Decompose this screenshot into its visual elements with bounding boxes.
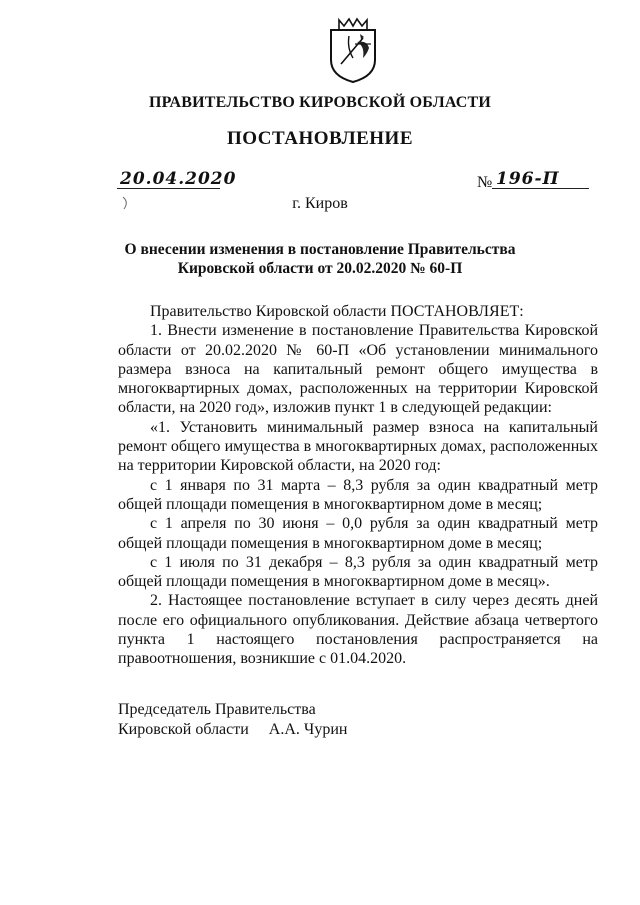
document-subject bbox=[0, 240, 640, 278]
preamble: Правительство Кировской области ПОСТАНОВЛЯЕТ: bbox=[150, 303, 524, 320]
document-date: 20.04.2020 bbox=[120, 169, 237, 189]
signature-block bbox=[118, 700, 347, 740]
city-label: г. Киров bbox=[292, 195, 348, 212]
coat-of-arms-icon bbox=[327, 14, 379, 84]
number-prefix: № bbox=[477, 174, 493, 191]
paragraph-3: с 1 января по 31 марта – 8,3 рубля за один квадратный метр общей площади помещения в многоквартирном доме в месяц; bbox=[118, 476, 598, 513]
document-type-title: ПОСТАНОВЛЕНИЕ bbox=[226, 128, 414, 149]
subject-line-1: О внесении изменения в постановление Правительства bbox=[124, 241, 516, 258]
paragraph-2: «1. Установить минимальный размер взноса на капитальный ремонт общего имущества в многоквартирных домах, расположенных на территории Кировской области, на 2020 год: bbox=[118, 418, 598, 475]
paragraph-6: 2. Настоящее постановление вступает в силу через десять дней после его официального опубликования. Действие абзаца четвертого пункта 1 настоящего постановления распространяется на правоотношения, возникшие с 01.04.2020. bbox=[118, 592, 598, 668]
paragraph-5: с 1 июля по 31 декабря – 8,3 рубля за один квадратный метр общей площади помещения в многоквартирном доме в месяц». bbox=[118, 553, 598, 591]
paragraph-1: 1. Внести изменение в постановление Правительства Кировской области от 20.02.2020 № 60-П «Об установлении минимального размера взноса на капитальный ремонт общего имущества в многоквартирных домах, расположенных на территории Кировской области, на 2020 год», изложив пункт 1 в следующей редакции: bbox=[118, 322, 598, 417]
document-body bbox=[118, 302, 598, 669]
subject-line-2: Кировской области от 20.02.2020 № 60-П bbox=[177, 260, 463, 277]
date-underline bbox=[117, 188, 220, 189]
signature-line-1: Председатель Правительства bbox=[118, 701, 316, 718]
document-number: 196-П bbox=[496, 169, 560, 189]
signature-line-2: Кировской области А.А. Чурин bbox=[118, 721, 348, 738]
paragraph-4: с 1 апреля по 30 июня – 0,0 рубля за один квадратный метр общей площади помещения в многоквартирном доме в месяц; bbox=[118, 515, 598, 552]
organization-title: ПРАВИТЕЛЬСТВО КИРОВСКОЙ ОБЛАСТИ bbox=[148, 94, 492, 111]
number-underline bbox=[492, 188, 589, 189]
